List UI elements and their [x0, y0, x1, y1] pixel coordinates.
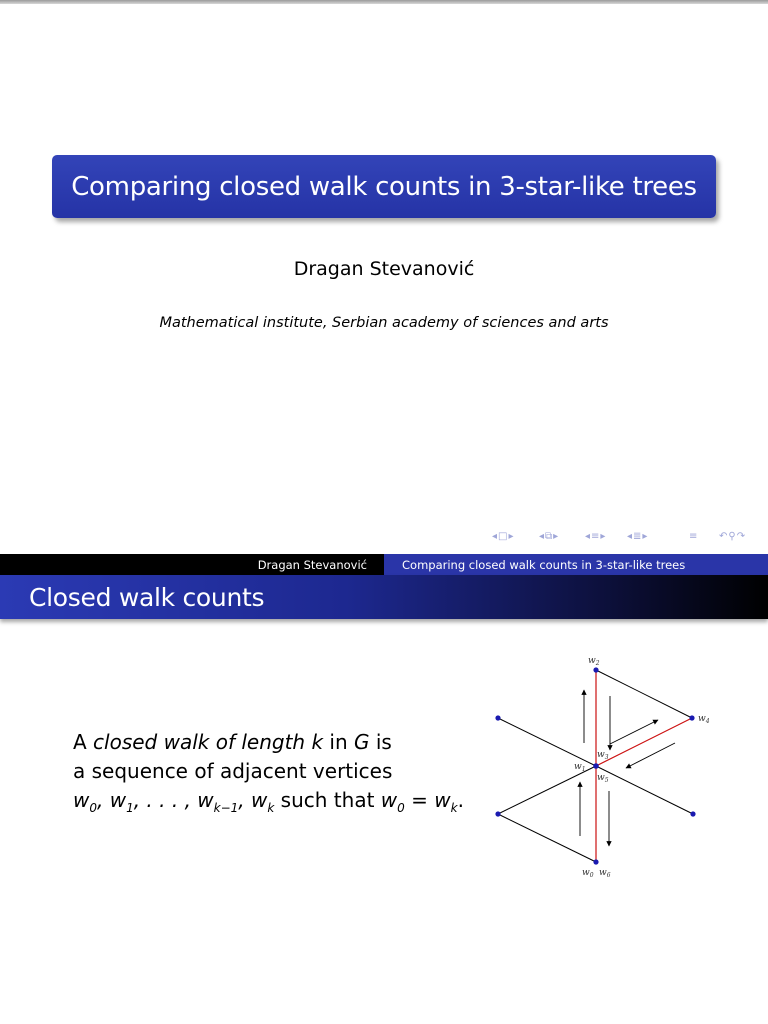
svg-text:w5: $w_5$	[597, 773, 609, 784]
nav-right-icon[interactable]: ▸	[553, 531, 559, 542]
author-name: Dragan Stevanović	[293, 258, 475, 280]
nav-right-icon[interactable]: ▸	[642, 531, 648, 542]
definition-line-2: a sequence of adjacent vertices	[73, 759, 393, 783]
frame-title-bar	[0, 575, 768, 619]
nav-toc-group[interactable]	[689, 528, 697, 546]
title-box	[52, 155, 716, 218]
section-icon[interactable]: ≡	[591, 531, 600, 542]
title-slide	[0, 4, 768, 554]
nav-left-icon[interactable]: ◂	[627, 531, 633, 542]
definition-line-1: A closed walk of length k in G is	[73, 730, 392, 754]
nav-right-icon[interactable]: ▸	[600, 531, 606, 542]
walk-figure	[488, 648, 728, 888]
headline-title: Comparing closed walk counts in 3-star-like trees	[384, 554, 768, 575]
headline-author: Dragan Stevanović	[0, 554, 384, 575]
definition-line-3: $w_0$, $w_1$, . . . , $w_{k-1}$, $w_k$ such that $w_0 = w_k$.	[73, 788, 464, 815]
undo-icon[interactable]: ↶	[719, 531, 728, 542]
nav-align-group[interactable]	[627, 528, 647, 546]
svg-text:w0: $w_0$	[582, 868, 594, 879]
nav-left-icon[interactable]: ◂	[539, 531, 545, 542]
author-institute: Mathematical institute, Serbian academy of sciences and arts	[159, 315, 609, 331]
nav-search-group[interactable]	[719, 528, 745, 546]
nav-right-icon[interactable]: ▸	[508, 531, 514, 542]
subsection-icon[interactable]: ⧉	[545, 531, 553, 542]
svg-text:w4: $w_4$	[698, 714, 710, 725]
toc-icon[interactable]: ≡	[689, 531, 698, 542]
svg-text:w1: $w_1$	[574, 762, 586, 773]
nav-subsection-group[interactable]	[539, 528, 558, 546]
headline-bar	[0, 554, 768, 575]
svg-text:w3: $w_3$	[597, 750, 609, 761]
definition-text	[73, 728, 464, 823]
nav-left-icon[interactable]: ◂	[585, 531, 591, 542]
search-icon[interactable]: ⚲	[728, 531, 736, 542]
svg-text:w6: $w_6$	[599, 868, 611, 879]
slide-title: Comparing closed walk counts in 3-star-like trees	[71, 171, 697, 202]
nav-section-group[interactable]	[585, 528, 605, 546]
align-icon[interactable]: ≣	[633, 531, 642, 542]
svg-text:w2: $w_2$	[588, 656, 600, 667]
redo-icon[interactable]: ↷	[736, 531, 746, 542]
walk-sequence: $w_0$, $w_1$, . . . , $w_{k-1}$, $w_k$	[73, 788, 275, 815]
nav-frame-group[interactable]	[492, 528, 514, 546]
frame-title: Closed walk counts	[29, 582, 265, 612]
nav-left-icon[interactable]: ◂	[492, 531, 498, 542]
frame-icon[interactable]: □	[498, 531, 508, 542]
